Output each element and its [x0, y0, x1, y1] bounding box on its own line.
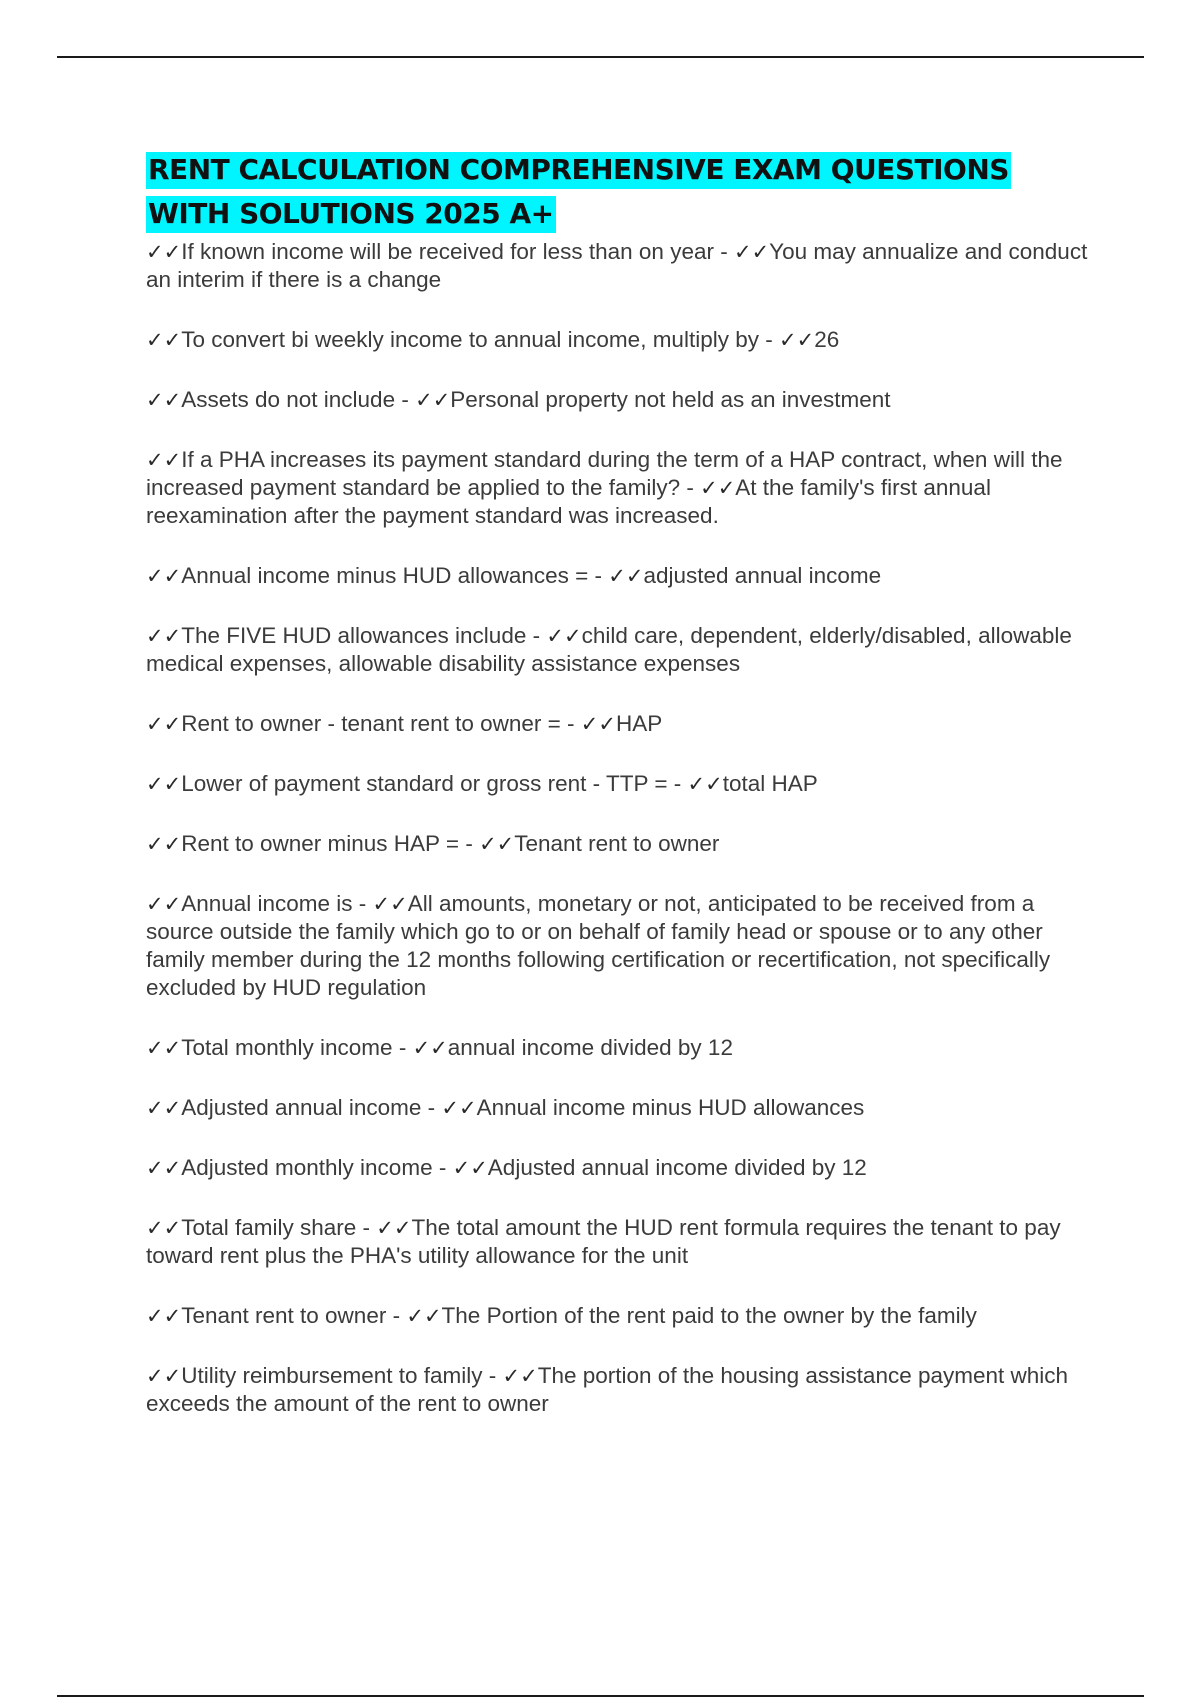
answer-text: adjusted annual income — [643, 563, 882, 588]
double-check-icon: ✓✓ — [146, 1036, 182, 1060]
answer-text: Adjusted annual income divided by 12 — [487, 1155, 867, 1180]
qa-list — [146, 238, 1096, 1418]
answer-text: All amounts, monetary or not, anticipated to be received from a source outside the family which go to or on behalf of family head or spouse or to any other family member during the 12 months following certification or recertification, not specifically excluded by HUD regulation — [146, 891, 1051, 1000]
header-rule — [57, 56, 1144, 58]
double-check-icon: ✓✓ — [502, 1364, 538, 1388]
separator: - — [526, 623, 547, 648]
double-check-icon: ✓✓ — [146, 448, 182, 472]
question-text: Rent to owner - tenant rent to owner = — [181, 711, 561, 736]
double-check-icon: ✓✓ — [146, 328, 182, 352]
question-text: Utility reimbursement to family — [181, 1363, 483, 1388]
question-text: Annual income minus HUD allowances = — [181, 563, 589, 588]
double-check-icon: ✓✓ — [146, 1096, 182, 1120]
question-text: Total monthly income — [181, 1035, 393, 1060]
double-check-icon: ✓✓ — [146, 388, 182, 412]
question-text: Assets do not include — [181, 387, 396, 412]
double-check-icon: ✓✓ — [406, 1304, 442, 1328]
answer-text: 26 — [814, 327, 840, 352]
question-text: Total family share — [181, 1215, 357, 1240]
double-check-icon: ✓✓ — [146, 564, 182, 588]
question-text: To convert bi weekly income to annual income, multiply by — [181, 327, 759, 352]
answer-text: The portion of the housing assistance payment which exceeds the amount of the rent to owner — [146, 1363, 1069, 1416]
qa-item — [146, 710, 1096, 738]
double-check-icon: ✓✓ — [415, 388, 451, 412]
double-check-icon: ✓✓ — [146, 772, 182, 796]
double-check-icon: ✓✓ — [580, 712, 616, 736]
question-text: Tenant rent to owner — [181, 1303, 387, 1328]
separator: - — [667, 771, 688, 796]
answer-text: The total amount the HUD rent formula requires the tenant to pay toward rent plus the PHA's utility allowance for the unit — [146, 1215, 1061, 1268]
double-check-icon: ✓✓ — [546, 624, 582, 648]
double-check-icon: ✓✓ — [146, 1304, 182, 1328]
double-check-icon: ✓✓ — [146, 832, 182, 856]
question-text: Lower of payment standard or gross rent - TTP = — [181, 771, 668, 796]
separator: - — [758, 327, 779, 352]
separator: - — [713, 239, 734, 264]
answer-text: The Portion of the rent paid to the owner by the family — [441, 1303, 977, 1328]
double-check-icon: ✓✓ — [778, 328, 815, 352]
separator: - — [392, 1035, 413, 1060]
qa-item — [146, 1034, 1096, 1062]
qa-item — [146, 238, 1096, 294]
double-check-icon: ✓✓ — [146, 892, 182, 916]
separator: - — [356, 1215, 377, 1240]
double-check-icon: ✓✓ — [146, 240, 182, 264]
answer-text: annual income divided by 12 — [447, 1035, 733, 1060]
document-title — [146, 148, 1096, 236]
double-check-icon: ✓✓ — [146, 712, 182, 736]
separator: - — [352, 891, 373, 916]
answer-text: HAP — [616, 711, 663, 736]
double-check-icon: ✓✓ — [376, 1216, 412, 1240]
qa-item — [146, 1302, 1096, 1330]
qa-item — [146, 1214, 1096, 1270]
question-text: Adjusted monthly income — [181, 1155, 433, 1180]
qa-item — [146, 622, 1096, 678]
separator: - — [386, 1303, 407, 1328]
double-check-icon: ✓✓ — [479, 832, 515, 856]
double-check-icon: ✓✓ — [412, 1036, 448, 1060]
qa-item — [146, 890, 1096, 1002]
qa-item — [146, 1362, 1096, 1418]
question-text: Annual income is — [181, 891, 353, 916]
double-check-icon: ✓✓ — [146, 1364, 182, 1388]
answer-text: Personal property not held as an investment — [450, 387, 891, 412]
qa-item — [146, 770, 1096, 798]
question-text: If known income will be received for less than on year — [181, 239, 714, 264]
qa-item — [146, 446, 1096, 530]
question-text: If a PHA increases its payment standard during the term of a HAP contract, when will the increased payment standard be applied to the family? — [146, 447, 1063, 500]
double-check-icon: ✓✓ — [146, 624, 182, 648]
separator: - — [560, 711, 581, 736]
qa-item — [146, 386, 1096, 414]
separator: - — [459, 831, 480, 856]
question-text: Adjusted annual income — [181, 1095, 422, 1120]
answer-text: total HAP — [722, 771, 818, 796]
separator: - — [421, 1095, 442, 1120]
document-body — [146, 148, 1096, 1450]
answer-text: At the family's first annual reexamination after the payment standard was increased. — [146, 475, 991, 528]
separator: - — [680, 475, 701, 500]
double-check-icon: ✓✓ — [687, 772, 723, 796]
qa-item — [146, 562, 1096, 590]
separator: - — [432, 1155, 453, 1180]
separator: - — [482, 1363, 503, 1388]
double-check-icon: ✓✓ — [700, 476, 736, 500]
title-highlight: RENT CALCULATION COMPREHENSIVE EXAM QUESTIONS WITH SOLUTIONS 2025 A+ — [146, 152, 1011, 233]
question-text: Rent to owner minus HAP = — [181, 831, 460, 856]
qa-item — [146, 1154, 1096, 1182]
separator: - — [588, 563, 609, 588]
qa-item — [146, 326, 1096, 354]
answer-text: Tenant rent to owner — [514, 831, 720, 856]
double-check-icon: ✓✓ — [372, 892, 408, 916]
double-check-icon: ✓✓ — [441, 1096, 477, 1120]
double-check-icon: ✓✓ — [146, 1156, 182, 1180]
double-check-icon: ✓✓ — [146, 1216, 182, 1240]
footer-rule — [57, 1695, 1144, 1697]
qa-item — [146, 1094, 1096, 1122]
double-check-icon: ✓✓ — [452, 1156, 488, 1180]
double-check-icon: ✓✓ — [733, 240, 770, 264]
question-text: The FIVE HUD allowances include — [181, 623, 527, 648]
double-check-icon: ✓✓ — [608, 564, 644, 588]
answer-text: Annual income minus HUD allowances — [476, 1095, 865, 1120]
separator: - — [395, 387, 416, 412]
answer-text: child care, dependent, elderly/disabled, allowable medical expenses, allowable disability assistance expenses — [146, 623, 1072, 676]
qa-item — [146, 830, 1096, 858]
answer-text: You may annualize and conduct an interim if there is a change — [146, 239, 1088, 292]
